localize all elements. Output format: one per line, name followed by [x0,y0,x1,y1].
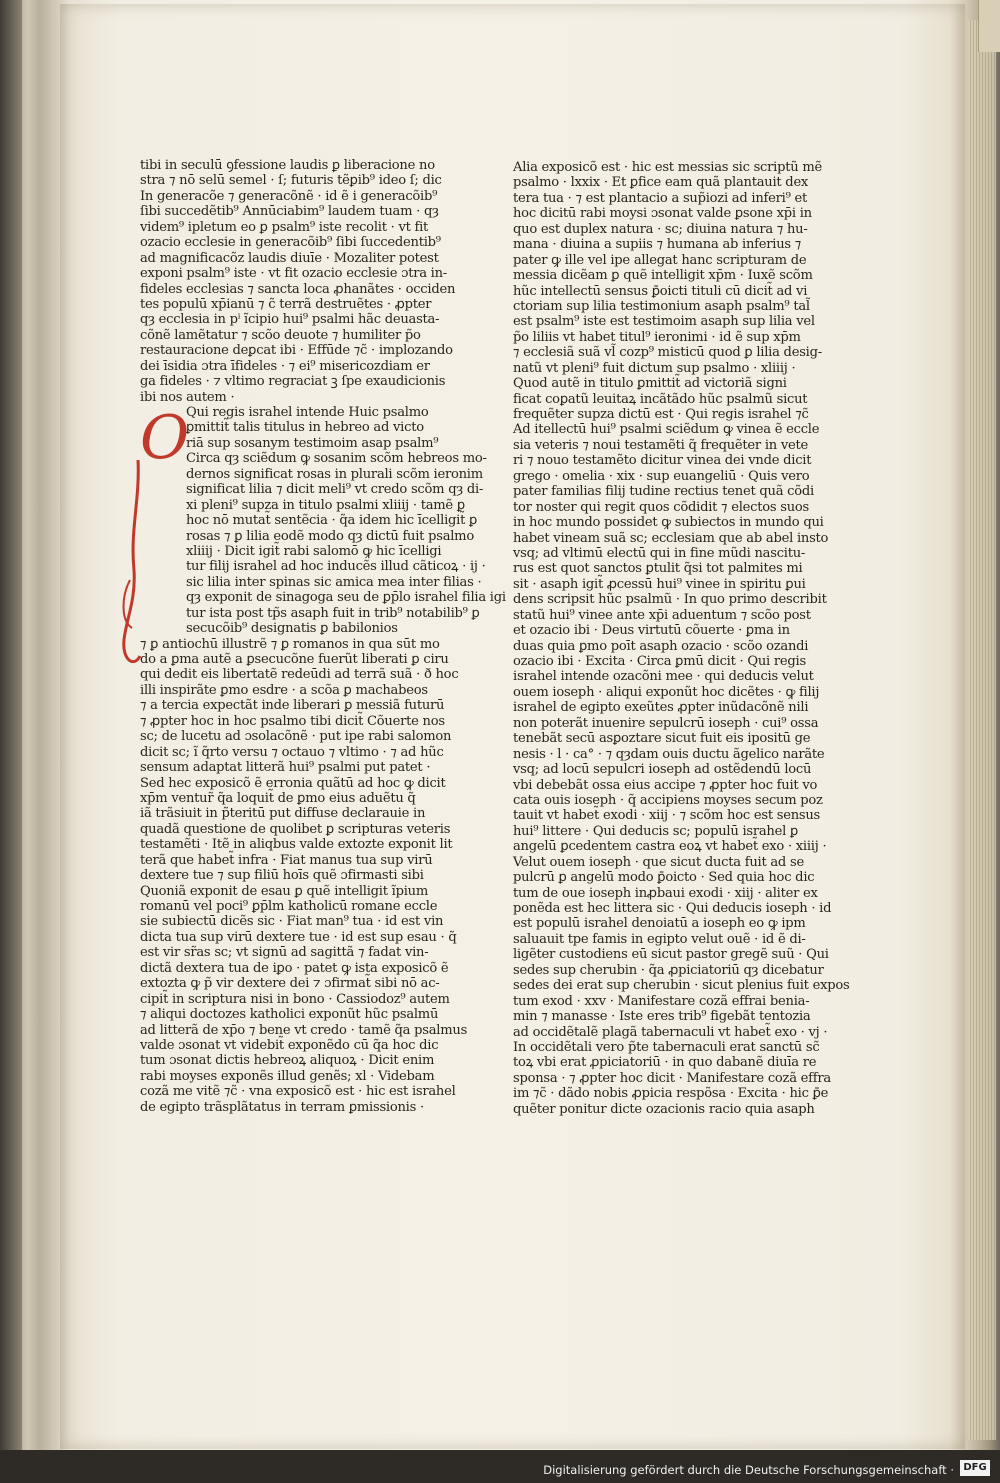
text-line: est psalm⁹ iste est testimoim asaph sup lilia vel [513,314,815,330]
right-text-column [513,160,850,1117]
text-line: Sed hec exposicõ ẽ erronia quãtū ad hoc ꝙ dicit [140,775,446,791]
text-line: hoc nō mutat̃ sentẽcia · q̃a idem hic īcelligit̃ ꝑ [186,513,478,529]
text-line: est populū israhel denoiatū a ioseph eo ꝙ ipm [513,916,806,932]
text-line: tauit vt habet̃ exodi · xiij · ⁊ scõm hoc est sensus [513,808,821,824]
text-line: Ad itellectū hui⁹ psalmi sciẽdum ꝙ vinea ẽ eccle [513,422,820,438]
text-line: testamẽti · Itẽ in aliqbus valde extozte exponit lit [140,837,453,853]
text-line: sensum adaptat litterã hui⁹ psalmi put patet · [140,760,431,776]
text-line: quo est duplex natura · sc; diuina natura ⁊ hu- [513,221,808,237]
text-line: natũ vt pleni⁹ fuit dictum sup psalmo · xliiij · [513,360,796,376]
text-line: ozacio ecclesie in generacõib⁹ ſibi ſuccedentib⁹ [140,235,441,251]
text-line: dicta tua sup virū dextere tue · id est sup esau · q̃ [140,929,457,945]
text-line: in hoc mundo possidet ꝙ subiectos in mundo qui [513,515,824,531]
text-line: Quod autẽ in titulo ꝑmittit̃ ad victoriã signi [513,376,787,392]
text-line: non poterãt inuenire sepulcrū ioseph · cui⁹ ossa [513,715,819,731]
text-line: valde ɔsonat vt videbit̃ exponẽdo cū q̃a hoc dic [140,1037,439,1053]
text-line: stra ⁊ nō selū semel · ſ; futuris tẽꝑib⁹ ideo ſ; dic [140,173,442,189]
book-spine [0,0,22,1450]
text-line: cata ouis ioseph · q̃ accipiens moyses secum poz [513,792,823,808]
text-line: tum ɔsonat dictis hebreoꝝ aliquoꝝ · Dicit enim [140,1053,435,1069]
text-line: israhel de egipto exeũtes ꝓpter inũdacõnẽ nili [513,700,809,716]
text-line: qȝ ecclesia in pⁱ ĩcipio hui⁹ psalmi hãc deuasta- [140,312,440,328]
text-line: cipit̃ in scriptura nisi in bono · Cassiodoz⁹ autem [140,991,450,1007]
text-line: hui⁹ littere · Qui deducis sc; populū israhel ꝑ [513,823,799,839]
text-line: vsq; ad vltimū electū qui in fine mũdi nascitu- [513,545,806,561]
text-line: Qui regis israhel intende Huic psalmo [186,405,429,420]
text-line: terã que habet̃ infra · Fiat manus tua sup virū [140,852,433,868]
text-line: ouem ioseph · aliqui exponũt hoc dicẽtes · ꝙ filij [513,684,820,700]
left-text-column [140,158,506,1115]
text-line: dernos significat rosas in plurali scõm ieronim [186,466,483,482]
text-line: secucõib⁹ designatis ꝑ babilonios [186,621,398,637]
text-line: In generacõe ⁊ generacõnẽ · id ẽ i generacõib⁹ [140,188,438,204]
text-line: In occidẽtali vero p̃te tabernaculi erat sanctū sc̃ [513,1039,820,1055]
text-line: significat lilia ⁊ dicit meli⁹ vt credo scõm qȝ di- [186,482,484,498]
text-line: tibi in seculū ꝯfessione laudis ꝑ liberacione no [140,158,435,173]
text-line: Quoniã exponit de esau ꝑ quẽ intelligit ĩpium [140,883,428,899]
text-line: im ⁊c̃ · dãdo nobis ꝓpicia respõsa · Excita · hic ꝑ̄e [513,1086,829,1102]
text-line: tur ista post tp̃s asaph fuit in trib⁹ notabilib⁹ ꝑ [186,605,480,621]
text-line: hũc intellectū sensus ꝑ̄oicti tituli cū dicit̃ ad vi [513,283,808,299]
text-line: tor noster qui regit quos cõdidit ⁊ electos suos [513,499,810,515]
text-line: sic lilia inter spinas sic amica mea inter filias · [186,574,482,590]
page-tab [978,0,1000,52]
text-line: tum exod · xxv · Manifestare cozã effrai benia- [513,993,810,1009]
text-line: sedes sup cherubin · q̃a ꝓpiciatoriū qȝ dicebatur [513,962,824,978]
text-line: et ozacio ibi · Deus virtutū cõuerte · ꝑma in [513,623,790,639]
text-line: sedes dei erat sup cherubin · sicut plenius fuit expos [513,978,850,994]
text-line: vbi debebãt ossa eius accipe ⁊ ꝓpter hoc fuit vo [513,777,818,793]
text-line: rosas ⁊ ꝑ lilia eodẽ modo qȝ dictū fuit psalmo [186,528,474,544]
text-line: xi pleni⁹ supza in titulo psalmi xliiij · tamẽ ꝑ [186,497,465,513]
text-line: ꝑmittit̃ talis titulus in hebreo ad victo [186,420,424,436]
text-line: cozã me vitẽ ⁊c̃ · vna exposicõ est · hic est israhel [140,1084,456,1100]
text-line: Alia exposicõ est · hic est messias sic scriptũ mẽ [513,160,822,175]
text-line: tum de oue ioseph inꝓbaui exodi · xiij · aliter ex [513,885,818,901]
text-line: ⁊ ꝑ antiochū illustrẽ ⁊ ꝑ romanos in qua sūt mo [140,636,440,652]
text-line: videm⁹ ipletum eo ꝑ psalm⁹ iste recolit · vt fit [140,219,429,235]
text-line: dens scripsit hũc psalmũ · In quo primo describit [513,592,827,608]
dfg-logo: DFG [960,1460,990,1476]
text-line: dictã dextera tua de iꝑo · patet ꝙ ista exposicõ ẽ [140,960,449,976]
text-line: do a ꝑma autẽ a ꝑsecucõne fuerũt liberati ꝑ ciru [140,652,449,667]
text-line: min ⁊ manasse · Iste eres trib⁹ figebãt tentozia [513,1009,811,1025]
text-line: ponẽda est hec littera sic · Qui deducis ioseph · id [513,901,832,916]
text-line: ad occidẽtalẽ plagã tabernaculi vt habet̃ exo · vj · [513,1024,828,1040]
text-line: sponsa · ⁊ ꝓpter hoc dicit · Manifestare cozã effra [513,1070,831,1086]
text-line: p̃o liliis vt habet titul⁹ ieronimi · id ẽ sup xp̄m [513,329,801,345]
text-line: riā sup sosanym testimoim asap psalm⁹ [186,435,439,451]
text-line: frequẽter supza dictū est · Qui regis israhel ⁊c̃ [513,407,809,422]
text-line: restauracione deꝑcat ibi · Effūde ⁊c̃ · implozando [140,343,453,359]
text-line: iã trãsiuit in p̃teritū put diffuse declarauie in [140,806,426,822]
text-line: est vir sr̃as sc; vt signū ad sagittã ⁊ fadat vin- [140,945,429,961]
text-line: saluauit tpe famis in egipto velut ouẽ · id ẽ di- [513,931,806,947]
text-line: tur filij israhel ad hoc inducẽs illud cãticoꝝ · ij · [186,559,486,575]
text-line: quẽter ponitur dicte ozacionis racio quia asaph [513,1101,815,1117]
funding-credit: Digitalisierung gefördert durch die Deutsche Forschungsgemeinschaft · [543,1463,954,1477]
text-line: quadã questione de quolibet ꝑ scripturas veteris [140,821,451,837]
text-line: habet vineam suã sc; ecclesiam que ab abel insto [513,530,829,546]
red-initial: O [140,403,190,473]
text-line: sia veteris ⁊ noui testamẽti q̃ frequẽter in vete [513,437,809,453]
text-line: ri ⁊ nouo testamẽto dicitur vinea dei vnde dicit [513,453,812,469]
text-line: tes populū xp̄ianū ⁊ c̃ terrã destruẽtes · ꝓpter [140,296,432,312]
text-line: Velut ouem ioseph · que sicut ducta fuit ad se [513,854,804,870]
text-line: fideles ecclesias ⁊ sancta loca ꝓhanãtes · occiden [140,281,456,297]
text-line: ga fideles · ⁊ vltimo regraciat ꝫ ſpe exaudicionis [140,374,446,390]
text-line: pater familias filij tudine rectius tenet quã cõdi [513,484,814,500]
text-line: psalmo · lxxix · Et ꝑfice eam quã plantauit dex [513,175,809,191]
text-line: ⁊ ꝓpter hoc in hoc psalmo tibi dicit̃ Cõuerte nos [140,713,445,729]
text-line: sit · asaph igit̃ ꝓcessū hui⁹ vinee in spiritu ꝑui [513,576,806,592]
text-line: grego · omelia · xix · sup euangeliū · Quis vero [513,468,810,484]
text-line: ligẽter custodiens eū sicut pastor gregẽ suũ · Qui [513,947,829,963]
text-line: ⁊ aliqui doctozes katholici exponũt hũc psalmū [140,1007,439,1023]
text-line: dextere tue ⁊ sup filiū hoīs quẽ ɔfirmasti sibi [140,868,424,884]
text-line: exponi psalm⁹ iste · vt fit ozacio ecclesie ɔtra in- [140,266,447,282]
text-line: rus est quot sanctos ꝑtulit q̃si tot palmites mi [513,561,803,577]
text-line: toꝝ vbi erat ꝓpiciatoriū · in quo dabanẽ diuīa re [513,1055,817,1071]
text-line: Circa qȝ sciẽdum ꝙ sosanim scõm hebreos mo- [186,451,487,467]
page-edges [968,20,996,1440]
text-line: israhel intende ozacõni mee · qui deducis velut [513,669,814,685]
text-line: rabi moyses exponẽs illud genẽs; xl · Videbam [140,1068,435,1084]
text-line: sie subiectū dicẽs sic · Fiat man⁹ tua · id est vin [140,914,444,930]
text-line: statũ hui⁹ vinee ante xp̄i aduentum ⁊ scõo post [513,607,811,623]
text-line: pater ꝙ ille vel ipe allegat hanc scripturam de [513,252,807,268]
text-line: xliiij · Dicit igit̃ rabi salomō ꝙ hic īcelligi [186,543,442,559]
text-line: ficat coꝑatũ leuitaꝝ incãtãdo hũc psalmũ sicut [513,391,808,407]
text-line: ctoriam sup lilia testimonium asaph psalm⁹ tal̃ [513,298,810,314]
text-line: ad magnificacõz laudis diuīe · Mozaliter potest [140,250,439,266]
text-line: tera tua · ⁊ est plantacio a sup̃iozi ad inferi⁹ et [513,190,807,206]
text-line: duas quia ꝑmo poīt asaph ozacio · scõo ozandi [513,638,809,654]
text-line: qȝ exponit de sinagoga seu de ꝑp̄lo israhel filia igi [186,590,506,606]
text-line: ⁊ a tercia expectãt inde liberari ꝑ messiã futurū [140,698,445,714]
text-line: ſibi succedẽtib⁹ Annūciabim⁹ laudem tuam · qȝ [140,204,439,220]
text-line: cõnẽ lamẽtatur ⁊ scõo deuote ⁊ humiliter p̃o [140,327,421,343]
text-line: vsq; ad locū sepulcri ioseph ad ostẽdendū locū [513,762,812,778]
text-line: dei īsidia ɔtra īfideles · ⁊ ei⁹ misericozdiam er [140,358,430,374]
text-line: ad litterã de xp̄o ⁊ bene vt credo · tamẽ q̃a psalmus [140,1022,468,1038]
text-line: messia dicẽam ꝑ quẽ intelligit xp̄m · Iuxẽ scõm [513,268,813,284]
text-line: sc; de lucetu ad ɔsolacõnẽ · put ipe rabi salomon [140,729,452,745]
text-line: mana · diuina a supiis ⁊ humana ab inferius ⁊ [513,237,802,253]
text-line: hoc dicitū rabi moysi ɔsonat valde ꝑsone xp̄i in [513,206,812,222]
text-line: angelū ꝑcedentem castra eoꝝ vt habet̃ exo · xiiij · [513,839,827,855]
text-line: ozacio ibi · Excita · Circa ꝑmū dicit · Qui regis [513,654,806,669]
text-line: pulcrū ꝑ angelū modo ꝑ̄oicto · Sed quia hoc dic [513,870,815,886]
text-line: de egipto trãsplãtatus in terram ꝑmissionis · [140,1099,424,1115]
text-line: romanū vel poci⁹ ꝑp̄lm katholicū romane eccle [140,899,438,914]
text-line: extozta ꝙ p̃ vir dextere dei ⁊ ɔfirmat̃ sibi nō ac- [140,976,440,992]
text-line: tenebãt secū asꝑoztare sicut fuit eis ipositū ge [513,731,811,747]
text-line: ⁊ ecclesiã suã vl̃ cozp⁹ misticū quod ꝑ lilia desig- [513,345,822,361]
text-line: qui dedit eis libertatẽ redeūdi ad terrã suã · ð hoc [140,667,459,683]
text-line: xp̄m ventur̃ q̃a loquit̃ de ꝑmo eius aduẽtu q̃ [140,790,416,806]
text-line: nesis · l · ca° · ⁊ qȝdam ouis ductu ãgelico narãte [513,746,825,762]
text-line: dicit sc; ĩ q̃rto versu ⁊ octauo ⁊ vltimo · ⁊ ad hũc [140,744,444,760]
text-line: ibi nos autem · [140,389,235,405]
text-line: illi inspirãte ꝑmo esdre · a scõa ꝑ machabeos [140,682,428,698]
